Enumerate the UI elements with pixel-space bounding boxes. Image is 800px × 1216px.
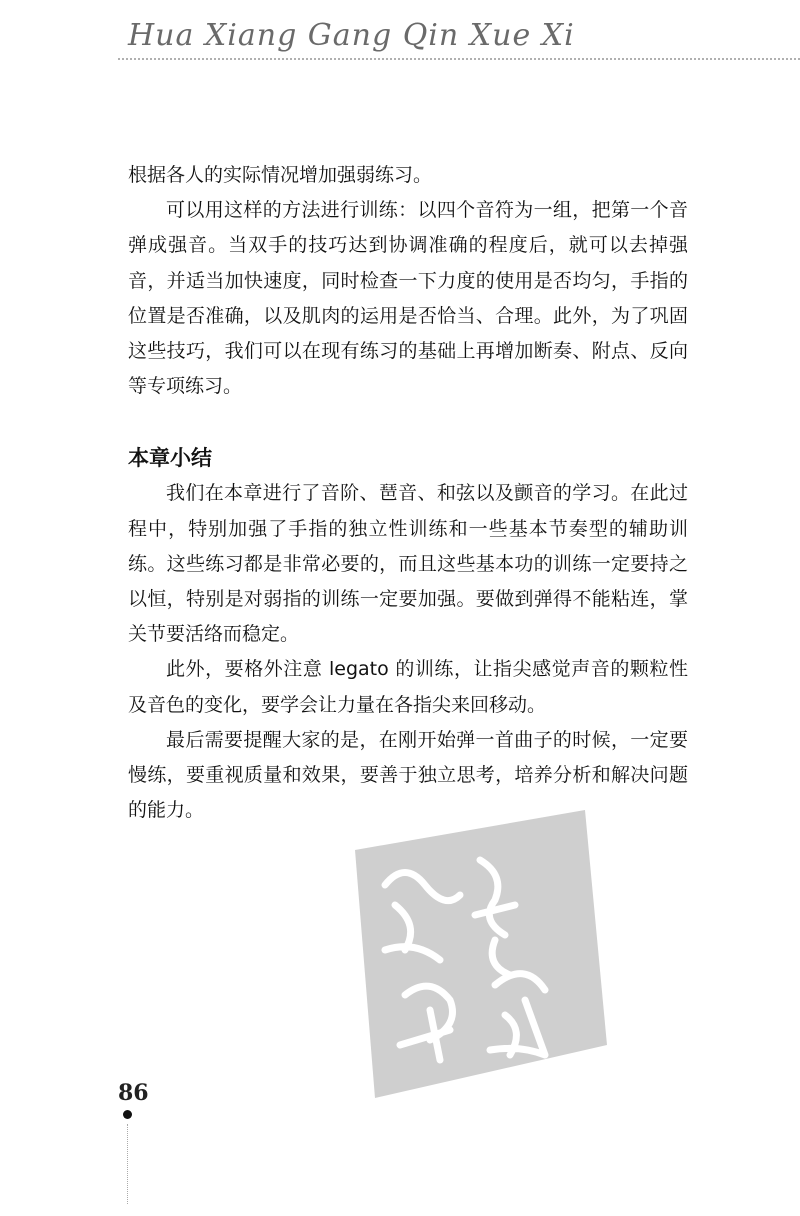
seal-background: [355, 810, 607, 1098]
section-heading: 本章小结: [128, 446, 212, 471]
page-body: [128, 158, 688, 828]
paragraph: 此外，要格外注意 legato 的训练，让指尖感觉声音的颗粒性及音色的变化，要学会让力量在各指尖来回移动。: [128, 658, 688, 716]
paragraph: 我们在本章进行了音阶、琶音、和弦以及颤音的学习。在此过程中，特别加强了手指的独立性训练和一些基本节奏型的辅助训练。这些练习都是非常必要的，而且这些基本功的训练一定要持之以恒，特别是对弱指的训练一定要加强。要做到弹得不能粘连，掌关节要活络而稳定。: [128, 482, 688, 646]
header-divider: [118, 58, 800, 60]
watermark-seal: [345, 810, 615, 1100]
margin-dotted-line: [127, 1124, 128, 1204]
running-header-script: Hua Xiang Gang Qin Xue Xi: [128, 18, 575, 53]
paragraph: 可以用这样的方法进行训练：以四个音符为一组，把第一个音弹成强音。当双手的技巧达到协调准确的程度后，就可以去掉强音，并适当加快速度，同时检查一下力度的使用是否均匀，手指的位置是否准确，以及肌肉的运用是否恰当、合理。此外，为了巩固这些技巧，我们可以在现有练习的基础上再增加断奏、附点、反向等专项练习。: [128, 199, 688, 398]
paragraph: 最后需要提醒大家的是，在刚开始弹一首曲子的时候，一定要慢练，要重视质量和效果，要善于独立思考，培养分析和解决问题的能力。: [128, 728, 688, 822]
margin-bullet: [123, 1110, 132, 1119]
paragraph: 根据各人的实际情况增加强弱练习。: [128, 164, 433, 186]
page-number: 86: [118, 1080, 149, 1106]
